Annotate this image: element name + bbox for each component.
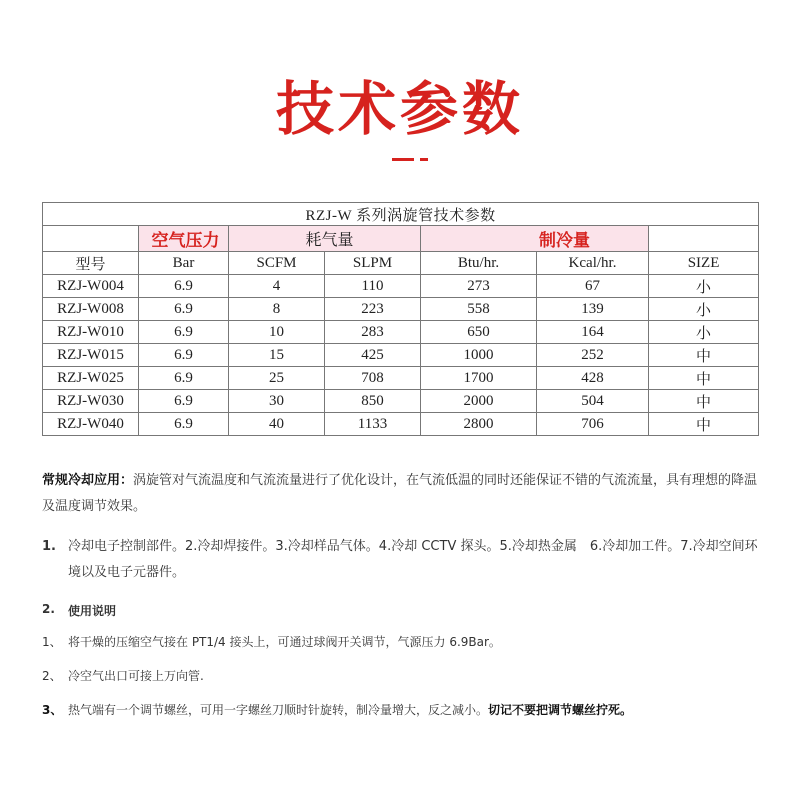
cell-bar: 6.9 bbox=[139, 367, 229, 390]
notes-section bbox=[42, 468, 764, 721]
cell-btu: 650 bbox=[421, 321, 537, 344]
cell-btu: 2800 bbox=[421, 413, 537, 436]
cell-model: RZJ-W040 bbox=[43, 413, 139, 436]
usage-item-number: 1、 bbox=[42, 635, 62, 649]
cell-btu: 558 bbox=[421, 298, 537, 321]
header-scfm: SCFM bbox=[229, 252, 325, 275]
header-size: SIZE bbox=[649, 252, 759, 275]
table-row bbox=[43, 298, 759, 321]
cell-scfm: 25 bbox=[229, 367, 325, 390]
cell-bar: 6.9 bbox=[139, 321, 229, 344]
cell-scfm: 10 bbox=[229, 321, 325, 344]
table-caption-row bbox=[43, 203, 759, 226]
cell-size: 小 bbox=[649, 275, 759, 298]
cell-kcal: 67 bbox=[537, 275, 649, 298]
usage-heading bbox=[42, 602, 764, 619]
cell-model: RZJ-W025 bbox=[43, 367, 139, 390]
cell-scfm: 4 bbox=[229, 275, 325, 298]
cell-btu: 273 bbox=[421, 275, 537, 298]
cell-size: 小 bbox=[649, 321, 759, 344]
table-row bbox=[43, 344, 759, 367]
table-row bbox=[43, 321, 759, 344]
cell-scfm: 15 bbox=[229, 344, 325, 367]
cell-slpm: 850 bbox=[325, 390, 421, 413]
cell-slpm: 708 bbox=[325, 367, 421, 390]
cell-slpm: 110 bbox=[325, 275, 421, 298]
header-btu: Btu/hr. bbox=[421, 252, 537, 275]
usage-item-text: 将干燥的压缩空气接在 PT1/4 接头上，可通过球阀开关调节，气源压力 6.9Bar。 bbox=[68, 635, 501, 649]
usage-title: 使用说明 bbox=[68, 604, 117, 618]
cell-scfm: 40 bbox=[229, 413, 325, 436]
usage-item bbox=[42, 631, 764, 653]
table-row bbox=[43, 413, 759, 436]
cell-size: 中 bbox=[649, 390, 759, 413]
applications-list-text: 冷却电子控制部件。2.冷却焊接件。3.冷却样品气体。4.冷却 CCTV 探头。5.冷却热金属 6.冷却加工件。7.冷却空间环境以及电子元器件。 bbox=[68, 539, 758, 580]
cell-btu: 1000 bbox=[421, 344, 537, 367]
applications-text: 涡旋管对气流温度和气流流量进行了优化设计，在气流低温的同时还能保证不错的气流流量，具有理想的降温及温度调节效果。 bbox=[42, 473, 758, 514]
cell-scfm: 30 bbox=[229, 390, 325, 413]
usage-item-number: 2、 bbox=[42, 669, 62, 683]
cell-slpm: 1133 bbox=[325, 413, 421, 436]
cell-model: RZJ-W004 bbox=[43, 275, 139, 298]
cell-size: 中 bbox=[649, 367, 759, 390]
header-bar: Bar bbox=[139, 252, 229, 275]
list-number: 1. bbox=[42, 539, 56, 554]
applications-paragraph bbox=[42, 468, 764, 520]
cell-kcal: 139 bbox=[537, 298, 649, 321]
table-caption: RZJ-W 系列涡旋管技术参数 bbox=[43, 203, 759, 226]
cell-scfm: 8 bbox=[229, 298, 325, 321]
title-underline-dash bbox=[420, 158, 428, 161]
cell-model: RZJ-W030 bbox=[43, 390, 139, 413]
usage-item-text: 冷空气出口可接上万向管. bbox=[68, 669, 204, 683]
usage-item bbox=[42, 699, 764, 721]
cell-bar: 6.9 bbox=[139, 275, 229, 298]
table-row bbox=[43, 275, 759, 298]
group-air-pressure: 空气压力 bbox=[139, 226, 229, 252]
usage-item-number: 3、 bbox=[42, 703, 63, 717]
group-cooling-capacity: 制冷量 bbox=[421, 226, 649, 252]
cell-slpm: 223 bbox=[325, 298, 421, 321]
header-model: 型号 bbox=[43, 252, 139, 275]
usage-item bbox=[42, 665, 764, 687]
cell-size: 中 bbox=[649, 413, 759, 436]
spec-table bbox=[42, 202, 759, 436]
usage-item-text: 热气端有一个调节螺丝，可用一字螺丝刀顺时针旋转，制冷量增大，反之减小。 bbox=[68, 703, 489, 717]
cell-btu: 2000 bbox=[421, 390, 537, 413]
cell-kcal: 706 bbox=[537, 413, 649, 436]
page-title: 技术参数 bbox=[275, 75, 524, 143]
table-header-row bbox=[43, 252, 759, 275]
group-blank-cell bbox=[649, 226, 759, 252]
cell-bar: 6.9 bbox=[139, 344, 229, 367]
cell-size: 中 bbox=[649, 344, 759, 367]
header-slpm: SLPM bbox=[325, 252, 421, 275]
group-air-consumption: 耗气量 bbox=[229, 226, 421, 252]
cell-size: 小 bbox=[649, 298, 759, 321]
cell-kcal: 164 bbox=[537, 321, 649, 344]
cell-kcal: 504 bbox=[537, 390, 649, 413]
cell-slpm: 425 bbox=[325, 344, 421, 367]
usage-warning: 切记不要把调节螺丝拧死。 bbox=[488, 703, 633, 717]
table-row bbox=[43, 390, 759, 413]
applications-list bbox=[42, 534, 764, 586]
cell-bar: 6.9 bbox=[139, 390, 229, 413]
cell-bar: 6.9 bbox=[139, 413, 229, 436]
usage-number: 2. bbox=[42, 602, 55, 616]
applications-label: 常规冷却应用： bbox=[42, 473, 134, 488]
usage-item-body bbox=[68, 699, 632, 721]
cell-model: RZJ-W015 bbox=[43, 344, 139, 367]
cell-kcal: 252 bbox=[537, 344, 649, 367]
cell-model: RZJ-W010 bbox=[43, 321, 139, 344]
cell-slpm: 283 bbox=[325, 321, 421, 344]
cell-kcal: 428 bbox=[537, 367, 649, 390]
cell-model: RZJ-W008 bbox=[43, 298, 139, 321]
title-underline bbox=[392, 158, 414, 161]
cell-bar: 6.9 bbox=[139, 298, 229, 321]
table-group-row bbox=[43, 226, 759, 252]
table-row bbox=[43, 367, 759, 390]
group-blank-cell bbox=[43, 226, 139, 252]
cell-btu: 1700 bbox=[421, 367, 537, 390]
header-kcal: Kcal/hr. bbox=[537, 252, 649, 275]
